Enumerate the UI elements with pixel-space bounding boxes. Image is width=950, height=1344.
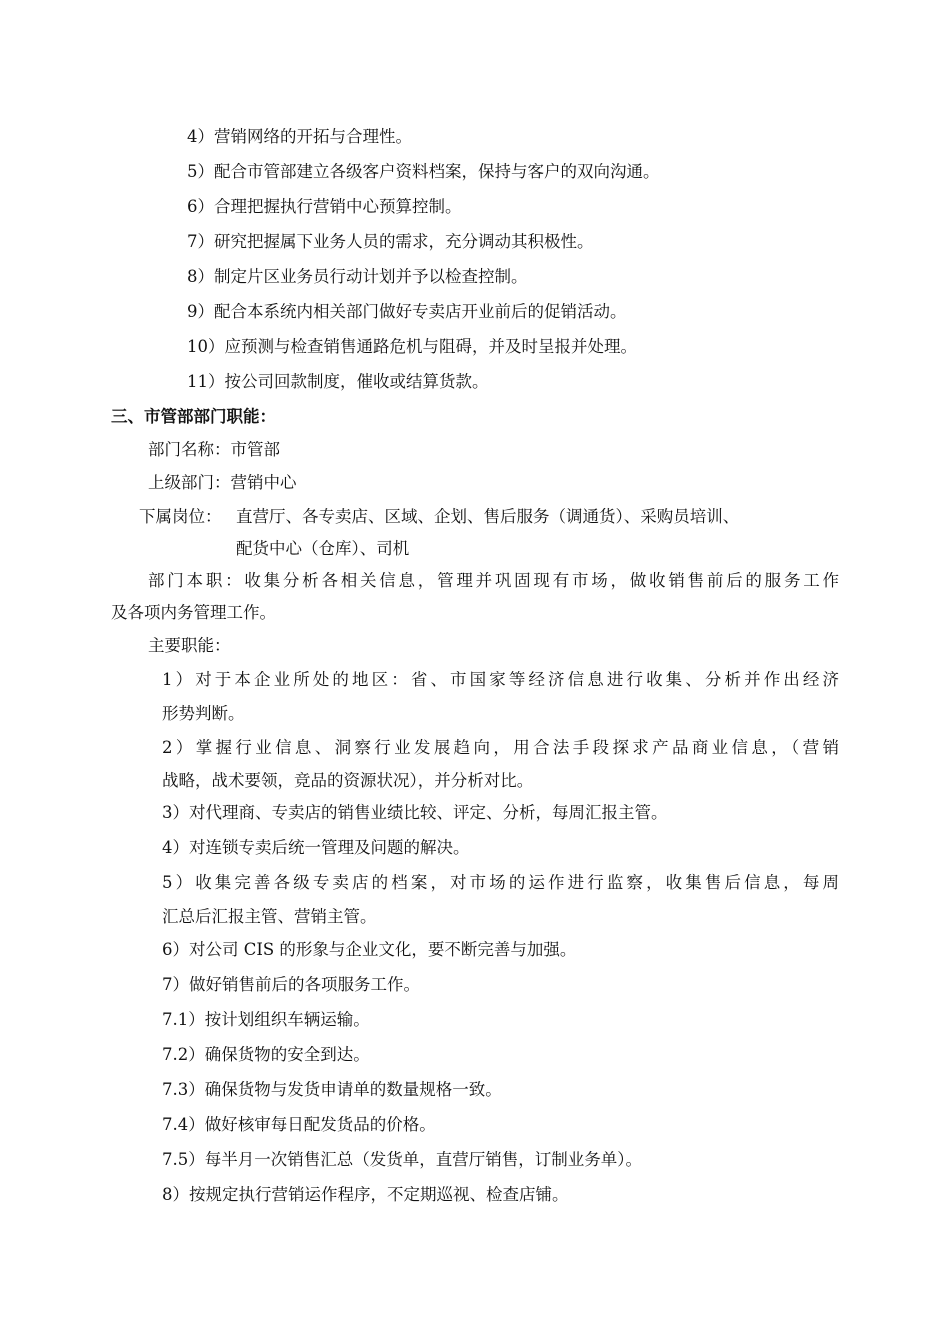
- list-item: 8）制定片区业务员行动计划并予以检查控制。: [187, 267, 528, 286]
- sub-positions-line2: 配货中心（仓库）、司机: [236, 539, 410, 558]
- section-heading: 三、市管部部门职能：: [111, 407, 276, 426]
- list-item: 11）按公司回款制度，催收或结算货款。: [187, 372, 489, 391]
- list-item: 2）掌握行业信息、洞察行业发展趋向，用合法手段探求产品商业信息，（营销: [162, 738, 839, 757]
- duty-line1: 部门本职：收集分析各相关信息，管理并巩固现有市场，做收销售前后的服务工作: [148, 571, 839, 590]
- list-item: 1）对于本企业所处的地区：省、市国家等经济信息进行收集、分析并作出经济: [162, 670, 839, 689]
- list-item: 4）对连锁专卖后统一管理及问题的解决。: [162, 838, 470, 857]
- sub-positions-label: 下属岗位：: [139, 507, 222, 526]
- list-item: 7.1）按计划组织车辆运输。: [162, 1010, 370, 1029]
- list-item: 战略，战术要领，竞品的资源状况），并分析对比。: [162, 771, 534, 790]
- list-item: 4）营销网络的开拓与合理性。: [187, 127, 412, 146]
- list-item: 10）应预测与检查销售通路危机与阻碍，并及时呈报并处理。: [187, 337, 637, 356]
- sub-positions-line1: 直营厅、各专卖店、区域、企划、售后服务（调通货）、采购员培训、: [236, 507, 740, 526]
- list-item: 6）对公司 CIS 的形象与企业文化，要不断完善与加强。: [162, 940, 577, 959]
- duty-line2: 及各项内务管理工作。: [111, 603, 276, 622]
- list-item: 5）收集完善各级专卖店的档案，对市场的运作进行监察，收集售后信息，每周: [162, 873, 839, 892]
- list-item: 7.3）确保货物与发货申请单的数量规格一致。: [162, 1080, 502, 1099]
- list-item: 7.2）确保货物的安全到达。: [162, 1045, 370, 1064]
- list-item: 7）研究把握属下业务人员的需求，充分调动其积极性。: [187, 232, 594, 251]
- main-functions-label: 主要职能：: [148, 636, 231, 655]
- dept-name: 部门名称：市管部: [148, 440, 280, 459]
- list-item: 3）对代理商、专卖店的销售业绩比较、评定、分析，每周汇报主管。: [162, 803, 668, 822]
- list-item: 7.5）每半月一次销售汇总（发货单，直营厅销售，订制业务单）。: [162, 1150, 642, 1169]
- list-item: 汇总后汇报主管、营销主管。: [162, 907, 377, 926]
- parent-dept: 上级部门：营销中心: [148, 473, 297, 492]
- list-item: 形势判断。: [162, 704, 245, 723]
- list-item: 9）配合本系统内相关部门做好专卖店开业前后的促销活动。: [187, 302, 627, 321]
- list-item: 6）合理把握执行营销中心预算控制。: [187, 197, 462, 216]
- list-item: 7）做好销售前后的各项服务工作。: [162, 975, 420, 994]
- list-item: 8）按规定执行营销运作程序，不定期巡视、检查店铺。: [162, 1185, 569, 1204]
- list-item: 7.4）做好核审每日配发货品的价格。: [162, 1115, 436, 1134]
- list-item: 5）配合市管部建立各级客户资料档案，保持与客户的双向沟通。: [187, 162, 660, 181]
